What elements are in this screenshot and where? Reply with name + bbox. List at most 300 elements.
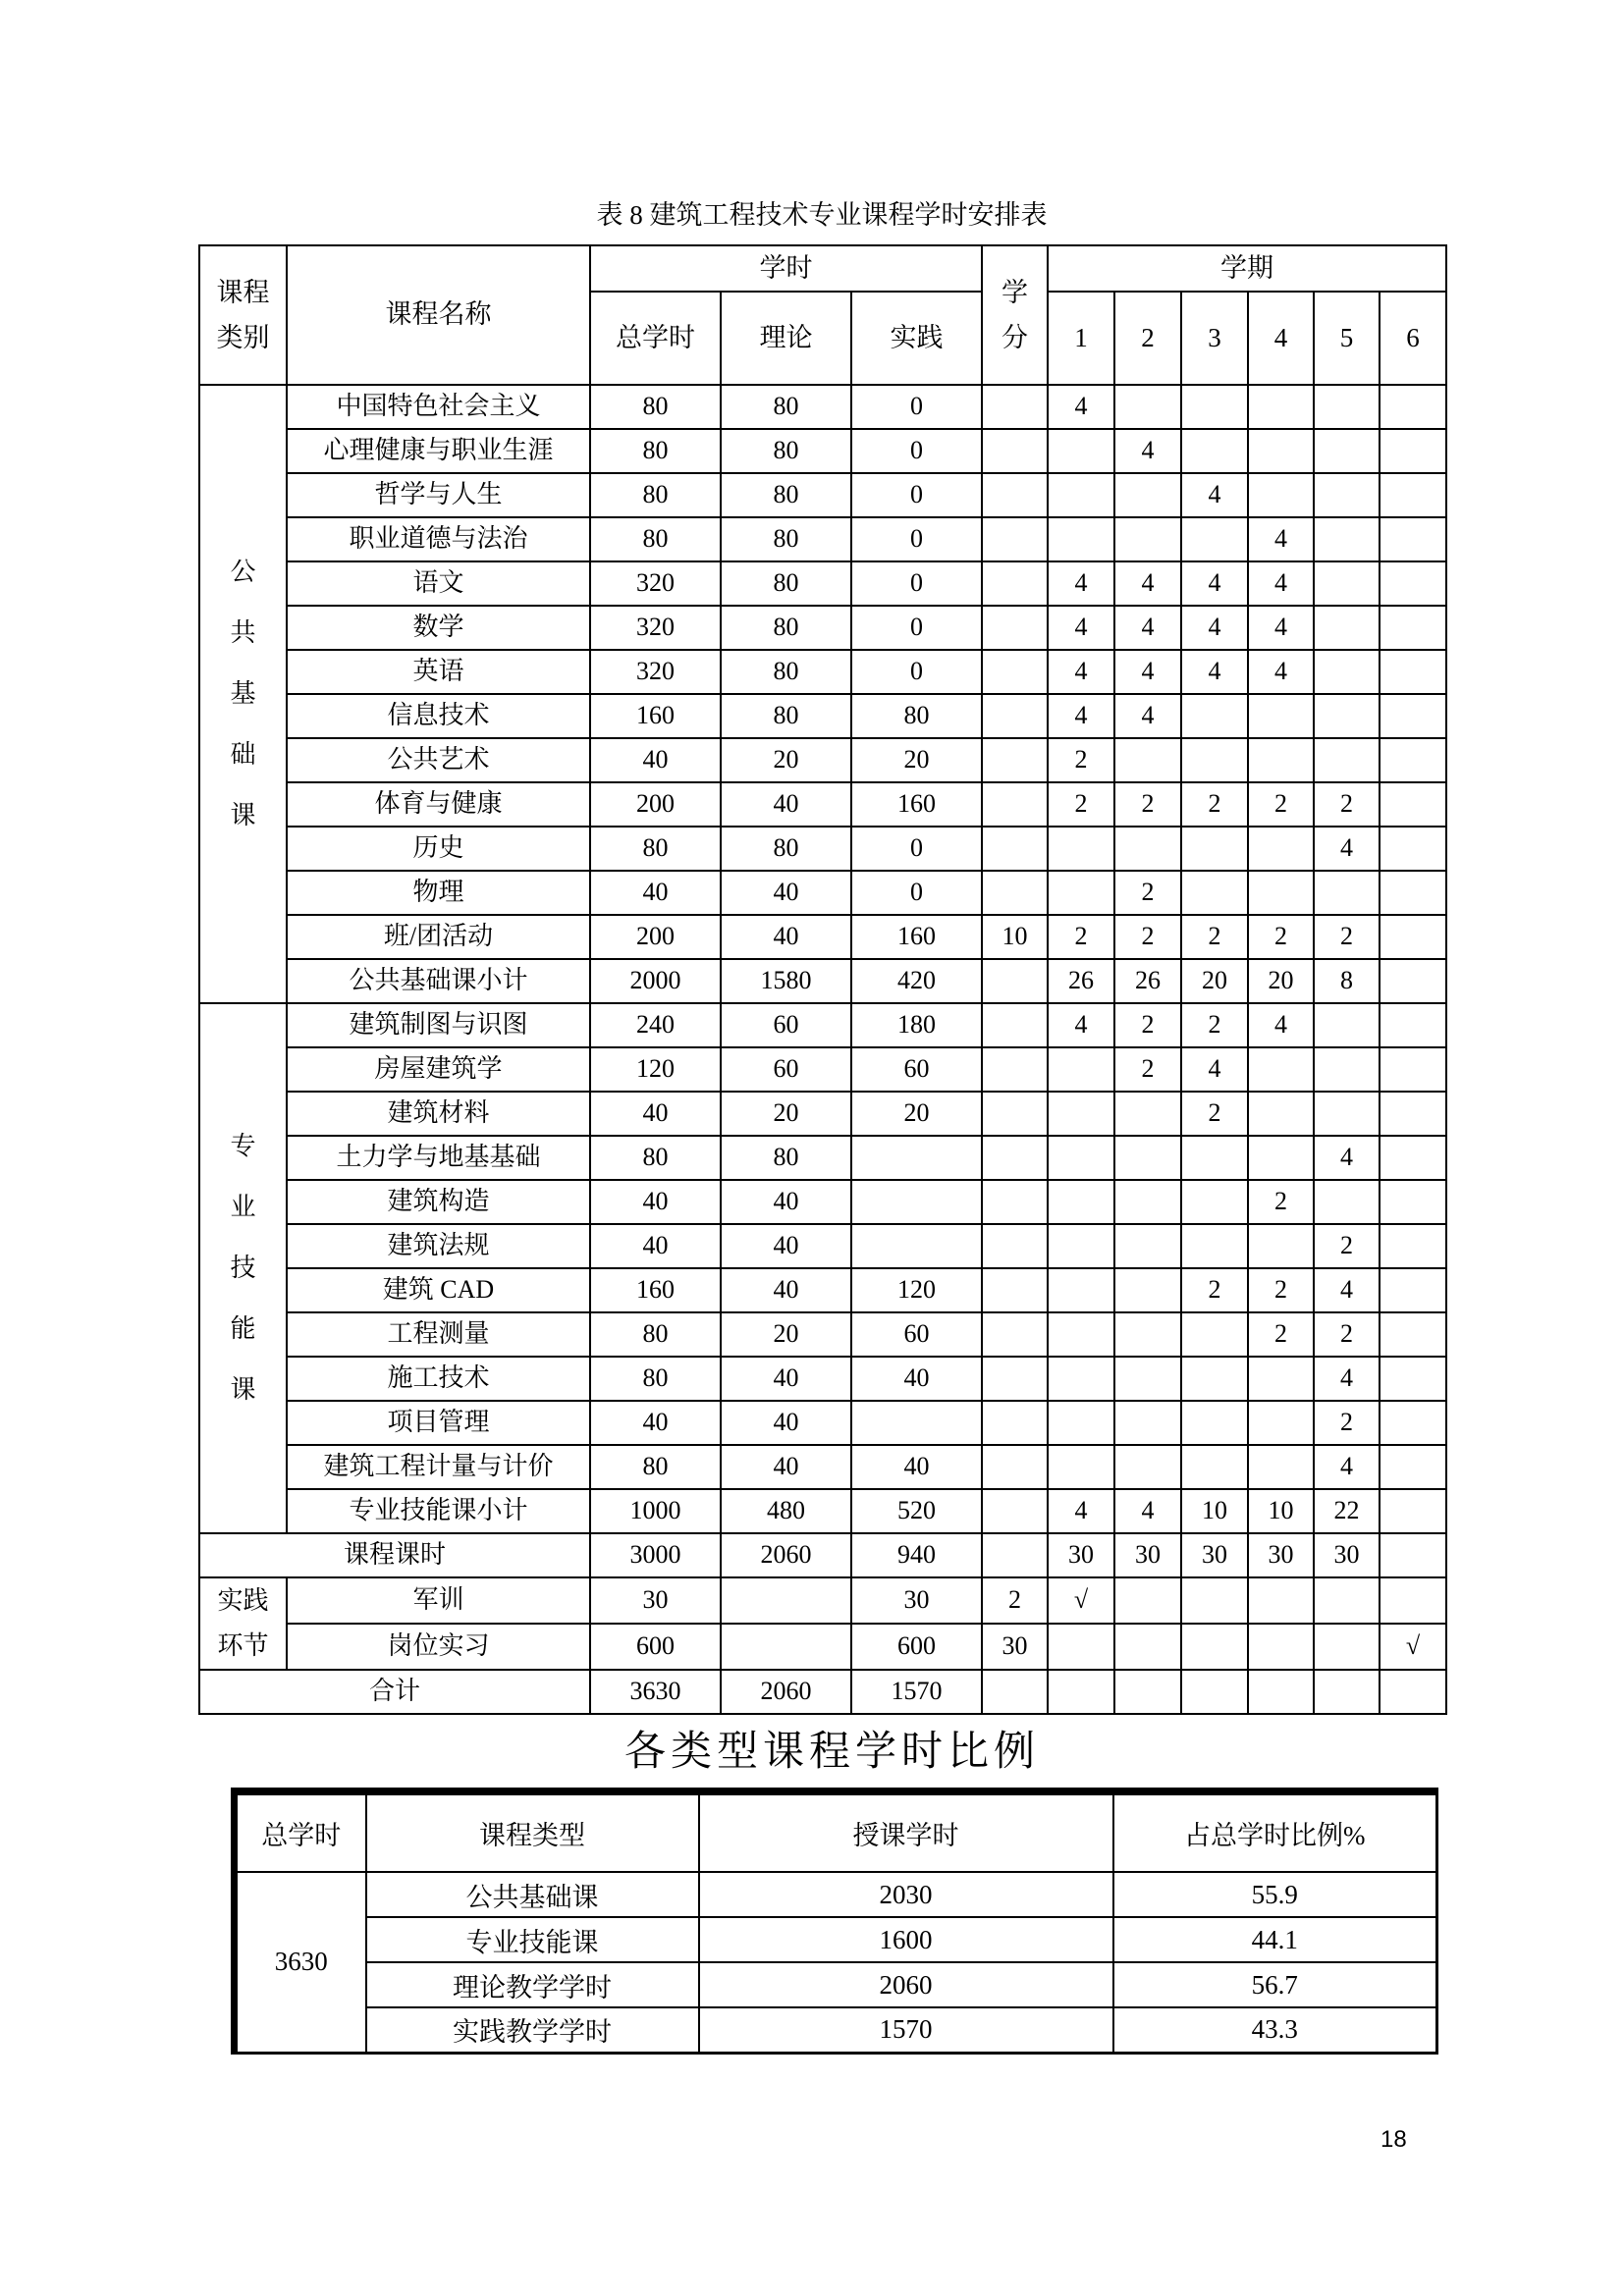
semester-2-cell: 4 (1114, 694, 1181, 738)
practice-cell (851, 1136, 982, 1180)
semester-3-cell (1181, 871, 1248, 915)
practice-cell: 0 (851, 650, 982, 694)
theory-cell: 80 (721, 650, 851, 694)
semester-6-cell (1380, 1268, 1446, 1312)
practice-cell: 30 (851, 1577, 982, 1624)
semester-3-cell: 4 (1181, 606, 1248, 650)
course-hours-table (198, 244, 1447, 1715)
semester-3-cell (1181, 1670, 1248, 1714)
semester-3-cell (1181, 429, 1248, 473)
semester-3-cell (1181, 827, 1248, 871)
semester-1-cell (1048, 517, 1114, 561)
practice-cell (851, 1401, 982, 1445)
semester-4-cell (1248, 871, 1314, 915)
practice-cell: 60 (851, 1312, 982, 1357)
total-cell: 80 (590, 1136, 721, 1180)
semester-2-cell (1114, 1624, 1181, 1670)
semester-2-cell (1114, 1312, 1181, 1357)
theory-cell: 2060 (721, 1670, 851, 1714)
semester-4-cell: 2 (1248, 1312, 1314, 1357)
theory-cell: 40 (721, 1357, 851, 1401)
semester-6-cell (1380, 738, 1446, 782)
semester-3-cell: 20 (1181, 959, 1248, 1003)
course-row (199, 871, 1446, 915)
semester-6-cell (1380, 517, 1446, 561)
course-row (199, 385, 1446, 429)
ratio-row (235, 1872, 1437, 1917)
semester-5-cell (1314, 385, 1380, 429)
credit-cell (982, 606, 1048, 650)
theory-cell: 40 (721, 782, 851, 827)
practice-cell: 0 (851, 473, 982, 517)
semester-2-cell: 30 (1114, 1533, 1181, 1577)
practice-cell: 0 (851, 827, 982, 871)
course-name-cell: 心理健康与职业生涯 (287, 429, 590, 473)
practice-cell (851, 1224, 982, 1268)
semester-6-cell (1380, 650, 1446, 694)
semester-4-cell (1248, 694, 1314, 738)
course-name-cell: 房屋建筑学 (287, 1047, 590, 1092)
credit-cell (982, 1092, 1048, 1136)
semester-5-cell: 2 (1314, 1224, 1380, 1268)
semester-2-cell: 4 (1114, 561, 1181, 606)
semester-4-cell: 4 (1248, 650, 1314, 694)
semester-6-cell (1380, 1357, 1446, 1401)
course-type-cell: 公共基础课 (366, 1872, 699, 1917)
semester-3-cell (1181, 1224, 1248, 1268)
course-name-cell: 项目管理 (287, 1401, 590, 1445)
credit-cell (982, 738, 1048, 782)
course-name-cell: 建筑工程计量与计价 (287, 1445, 590, 1489)
semester-2-cell: 2 (1114, 782, 1181, 827)
semester-1-cell: 2 (1048, 915, 1114, 959)
semester-5-cell (1314, 561, 1380, 606)
ratio-cell: 56.7 (1113, 1962, 1437, 2007)
header-semester-3: 3 (1181, 292, 1248, 385)
semester-5-cell: 2 (1314, 1401, 1380, 1445)
semester-5-cell (1314, 473, 1380, 517)
semester-2-cell (1114, 517, 1181, 561)
semester-2-cell (1114, 827, 1181, 871)
page-number: 18 (1380, 2126, 1407, 2153)
course-name-cell: 英语 (287, 650, 590, 694)
credit-cell (982, 1401, 1048, 1445)
semester-5-cell: 4 (1314, 1357, 1380, 1401)
total-cell: 3000 (590, 1533, 721, 1577)
semester-2-cell (1114, 1670, 1181, 1714)
semester-6-cell (1380, 1670, 1446, 1714)
header-total-hours: 总学时 (590, 292, 721, 385)
semester-6-cell (1380, 473, 1446, 517)
course-row (199, 517, 1446, 561)
category-label: 能 (230, 1314, 256, 1343)
table2-title: 各类型课程学时比例 (623, 1730, 1040, 1775)
header-course-name: 课程名称 (287, 245, 590, 385)
theory-cell: 40 (721, 915, 851, 959)
semester-4-cell: 30 (1248, 1533, 1314, 1577)
semester-4-cell: 2 (1248, 1268, 1314, 1312)
semester-6-cell (1380, 1445, 1446, 1489)
semester-2-cell: 2 (1114, 915, 1181, 959)
semester-2-cell (1114, 1268, 1181, 1312)
semester-2-cell: 2 (1114, 1003, 1181, 1047)
semester-6-cell (1380, 1489, 1446, 1533)
course-name-cell: 建筑法规 (287, 1224, 590, 1268)
semester-6-cell (1380, 429, 1446, 473)
course-row (199, 1136, 1446, 1180)
semester-2-cell: 4 (1114, 650, 1181, 694)
semester-3-cell: 10 (1181, 1489, 1248, 1533)
semester-3-cell (1181, 1401, 1248, 1445)
course-row (199, 473, 1446, 517)
semester-4-cell: 2 (1248, 1180, 1314, 1224)
ratio-header-row (235, 1791, 1437, 1872)
semester-1-cell (1048, 429, 1114, 473)
theory-cell: 480 (721, 1489, 851, 1533)
credit-cell (982, 1357, 1048, 1401)
course-row (199, 1533, 1446, 1577)
semester-1-cell (1048, 1180, 1114, 1224)
course-row (199, 1312, 1446, 1357)
table2-section (231, 1727, 1434, 2055)
total-cell: 320 (590, 606, 721, 650)
total-cell: 3630 (590, 1670, 721, 1714)
semester-4-cell (1248, 1577, 1314, 1624)
total-hours-cell: 3630 (235, 1872, 366, 2053)
semester-4-cell (1248, 385, 1314, 429)
semester-6-cell (1380, 1533, 1446, 1577)
total-cell: 40 (590, 1401, 721, 1445)
practice-cell: 180 (851, 1003, 982, 1047)
course-row (199, 429, 1446, 473)
semester-5-cell (1314, 738, 1380, 782)
theory-cell (721, 1577, 851, 1624)
total-cell: 40 (590, 871, 721, 915)
semester-4-cell: 4 (1248, 517, 1314, 561)
total-cell: 120 (590, 1047, 721, 1092)
semester-3-cell: 2 (1181, 1268, 1248, 1312)
semester-4-cell (1248, 1136, 1314, 1180)
credit-cell (982, 1003, 1048, 1047)
semester-1-cell: 4 (1048, 561, 1114, 606)
semester-3-cell: 2 (1181, 1092, 1248, 1136)
semester-4-cell (1248, 1445, 1314, 1489)
ratio-row (235, 1917, 1437, 1962)
course-row (199, 1489, 1446, 1533)
category-label: 础 (230, 740, 256, 769)
total-cell: 30 (590, 1577, 721, 1624)
semester-1-cell (1048, 1624, 1114, 1670)
theory-cell: 80 (721, 473, 851, 517)
semester-3-cell: 4 (1181, 1047, 1248, 1092)
semester-6-cell (1380, 1047, 1446, 1092)
semester-5-cell (1314, 1624, 1380, 1670)
credit-cell (982, 385, 1048, 429)
semester-2-cell (1114, 738, 1181, 782)
semester-1-cell: 2 (1048, 782, 1114, 827)
course-name-cell: 物理 (287, 871, 590, 915)
credit-cell (982, 1312, 1048, 1357)
semester-4-cell: 4 (1248, 1003, 1314, 1047)
course-name-cell: 语文 (287, 561, 590, 606)
semester-5-cell (1314, 517, 1380, 561)
credit-cell (982, 871, 1048, 915)
semester-6-cell (1380, 1401, 1446, 1445)
credit-cell (982, 561, 1048, 606)
course-name-cell: 哲学与人生 (287, 473, 590, 517)
semester-4-cell (1248, 1092, 1314, 1136)
semester-2-cell: 4 (1114, 606, 1181, 650)
total-cell: 80 (590, 827, 721, 871)
category-cell (199, 385, 287, 1003)
semester-1-cell (1048, 1224, 1114, 1268)
theory-cell: 80 (721, 1136, 851, 1180)
course-row (199, 1003, 1446, 1047)
total-cell: 80 (590, 517, 721, 561)
practice-cell: 160 (851, 782, 982, 827)
credit-cell (982, 1047, 1048, 1092)
header-semester-4: 4 (1248, 292, 1314, 385)
practice-cell: 0 (851, 385, 982, 429)
semester-5-cell (1314, 1092, 1380, 1136)
course-name-cell: 合计 (199, 1670, 590, 1714)
header-semester-6: 6 (1380, 292, 1446, 385)
semester-6-cell (1380, 959, 1446, 1003)
category-label: 技 (230, 1254, 256, 1282)
semester-6-cell (1380, 871, 1446, 915)
semester-4-cell (1248, 1670, 1314, 1714)
category-label: 基 (230, 679, 256, 708)
header-semester-2: 2 (1114, 292, 1181, 385)
course-name-cell: 军训 (287, 1577, 590, 1624)
semester-1-cell (1048, 1445, 1114, 1489)
semester-1-cell: √ (1048, 1577, 1114, 1624)
theory-cell: 40 (721, 1224, 851, 1268)
practice-cell: 120 (851, 1268, 982, 1312)
semester-3-cell: 2 (1181, 782, 1248, 827)
category-label: 共 (230, 618, 256, 647)
course-row (199, 1624, 1446, 1670)
semester-5-cell (1314, 650, 1380, 694)
semester-4-cell (1248, 738, 1314, 782)
total-cell: 240 (590, 1003, 721, 1047)
semester-2-cell (1114, 473, 1181, 517)
theory-cell: 80 (721, 429, 851, 473)
course-row (199, 738, 1446, 782)
semester-3-cell (1181, 385, 1248, 429)
course-name-cell: 班/团活动 (287, 915, 590, 959)
total-cell: 160 (590, 1268, 721, 1312)
category-label: 专 (230, 1132, 256, 1160)
header-ratio-percent: 占总学时比例% (1113, 1791, 1437, 1872)
course-row (199, 1224, 1446, 1268)
course-name-cell: 专业技能课小计 (287, 1489, 590, 1533)
credit-cell (982, 959, 1048, 1003)
practice-cell: 20 (851, 1092, 982, 1136)
total-cell: 40 (590, 1224, 721, 1268)
course-name-cell: 工程测量 (287, 1312, 590, 1357)
theory-cell: 2060 (721, 1533, 851, 1577)
semester-1-cell (1048, 1092, 1114, 1136)
course-row (199, 1180, 1446, 1224)
semester-5-cell: 2 (1314, 915, 1380, 959)
semester-1-cell: 4 (1048, 650, 1114, 694)
semester-1-cell (1048, 473, 1114, 517)
practice-cell: 0 (851, 561, 982, 606)
course-row (199, 1577, 1446, 1624)
credit-cell (982, 1268, 1048, 1312)
course-type-cell: 理论教学学时 (366, 1962, 699, 2007)
total-cell: 40 (590, 1180, 721, 1224)
practice-cell: 0 (851, 606, 982, 650)
semester-1-cell: 2 (1048, 738, 1114, 782)
teaching-hours-cell: 2060 (699, 1962, 1113, 2007)
theory-cell: 80 (721, 827, 851, 871)
practice-cell: 600 (851, 1624, 982, 1670)
semester-2-cell: 4 (1114, 429, 1181, 473)
semester-5-cell: 2 (1314, 1312, 1380, 1357)
semester-2-cell: 26 (1114, 959, 1181, 1003)
category-cell (199, 1003, 287, 1533)
semester-5-cell (1314, 606, 1380, 650)
credit-cell: 30 (982, 1624, 1048, 1670)
semester-4-cell (1248, 429, 1314, 473)
semester-2-cell (1114, 1092, 1181, 1136)
category-cell (199, 1577, 287, 1670)
total-cell: 80 (590, 1312, 721, 1357)
semester-5-cell (1314, 1047, 1380, 1092)
semester-4-cell (1248, 1224, 1314, 1268)
semester-1-cell: 4 (1048, 606, 1114, 650)
semester-1-cell (1048, 1357, 1114, 1401)
course-name-cell: 中国特色社会主义 (287, 385, 590, 429)
semester-5-cell (1314, 429, 1380, 473)
table1-section (198, 0, 1445, 1715)
theory-cell: 20 (721, 1312, 851, 1357)
teaching-hours-cell: 1570 (699, 2007, 1113, 2053)
semester-1-cell (1048, 1401, 1114, 1445)
course-row (199, 561, 1446, 606)
semester-3-cell (1181, 1445, 1248, 1489)
semester-1-cell (1048, 1136, 1114, 1180)
header-course-type: 课程类型 (366, 1791, 699, 1872)
table1-title: 表 8 建筑工程技术专业课程学时安排表 (596, 200, 1048, 230)
semester-6-cell (1380, 782, 1446, 827)
course-name-cell: 历史 (287, 827, 590, 871)
practice-cell: 940 (851, 1533, 982, 1577)
semester-5-cell: 8 (1314, 959, 1380, 1003)
category-label: 环节 (217, 1631, 269, 1660)
credit-cell (982, 782, 1048, 827)
semester-2-cell (1114, 1357, 1181, 1401)
semester-6-cell (1380, 385, 1446, 429)
hours-ratio-table (231, 1788, 1438, 2055)
credit-cell: 10 (982, 915, 1048, 959)
course-name-cell: 建筑制图与识图 (287, 1003, 590, 1047)
semester-4-cell (1248, 1047, 1314, 1092)
ratio-cell: 55.9 (1113, 1872, 1437, 1917)
practice-cell: 40 (851, 1445, 982, 1489)
semester-4-cell: 10 (1248, 1489, 1314, 1533)
practice-cell: 520 (851, 1489, 982, 1533)
semester-3-cell: 4 (1181, 650, 1248, 694)
header-theory: 理论 (721, 292, 851, 385)
theory-cell: 80 (721, 606, 851, 650)
course-row (199, 1357, 1446, 1401)
semester-6-cell (1380, 1003, 1446, 1047)
semester-1-cell: 4 (1048, 1489, 1114, 1533)
semester-4-cell (1248, 1357, 1314, 1401)
total-cell: 600 (590, 1624, 721, 1670)
semester-3-cell: 4 (1181, 473, 1248, 517)
semester-2-cell (1114, 1136, 1181, 1180)
theory-cell: 40 (721, 1401, 851, 1445)
credit-cell (982, 473, 1048, 517)
header-teaching-hours: 授课学时 (699, 1791, 1113, 1872)
semester-4-cell: 2 (1248, 782, 1314, 827)
header-row-1 (199, 245, 1446, 292)
credit-cell (982, 1445, 1048, 1489)
semester-6-cell (1380, 1136, 1446, 1180)
theory-cell: 40 (721, 1445, 851, 1489)
semester-1-cell (1048, 871, 1114, 915)
course-row (199, 915, 1446, 959)
theory-cell: 60 (721, 1047, 851, 1092)
semester-2-cell (1114, 1224, 1181, 1268)
semester-6-cell (1380, 561, 1446, 606)
course-name-cell: 体育与健康 (287, 782, 590, 827)
theory-cell (721, 1624, 851, 1670)
semester-5-cell (1314, 1003, 1380, 1047)
semester-3-cell (1181, 1624, 1248, 1670)
semester-3-cell (1181, 1577, 1248, 1624)
semester-2-cell: 4 (1114, 1489, 1181, 1533)
header-category-line: 课程 (216, 278, 270, 307)
course-name-cell: 施工技术 (287, 1357, 590, 1401)
practice-cell: 0 (851, 517, 982, 561)
course-row (199, 1047, 1446, 1092)
credit-cell (982, 429, 1048, 473)
ratio-cell: 43.3 (1113, 2007, 1437, 2053)
theory-cell: 1580 (721, 959, 851, 1003)
practice-cell: 1570 (851, 1670, 982, 1714)
semester-2-cell (1114, 385, 1181, 429)
teaching-hours-cell: 1600 (699, 1917, 1113, 1962)
semester-1-cell: 4 (1048, 385, 1114, 429)
course-name-cell: 数学 (287, 606, 590, 650)
semester-4-cell (1248, 1401, 1314, 1445)
header-category-line: 类别 (216, 323, 270, 352)
category-label: 课 (230, 801, 256, 829)
semester-6-cell (1380, 1224, 1446, 1268)
semester-5-cell: 4 (1314, 1136, 1380, 1180)
theory-cell: 60 (721, 1003, 851, 1047)
theory-cell: 80 (721, 385, 851, 429)
credit-cell: 2 (982, 1577, 1048, 1624)
semester-1-cell (1048, 1047, 1114, 1092)
total-cell: 80 (590, 429, 721, 473)
course-name-cell: 信息技术 (287, 694, 590, 738)
semester-2-cell: 2 (1114, 1047, 1181, 1092)
credit-cell (982, 1670, 1048, 1714)
semester-5-cell: 4 (1314, 827, 1380, 871)
semester-3-cell (1181, 738, 1248, 782)
total-cell: 80 (590, 473, 721, 517)
course-name-cell: 建筑构造 (287, 1180, 590, 1224)
header-semester-1: 1 (1048, 292, 1114, 385)
course-row (199, 782, 1446, 827)
category-label: 公 (230, 558, 256, 586)
